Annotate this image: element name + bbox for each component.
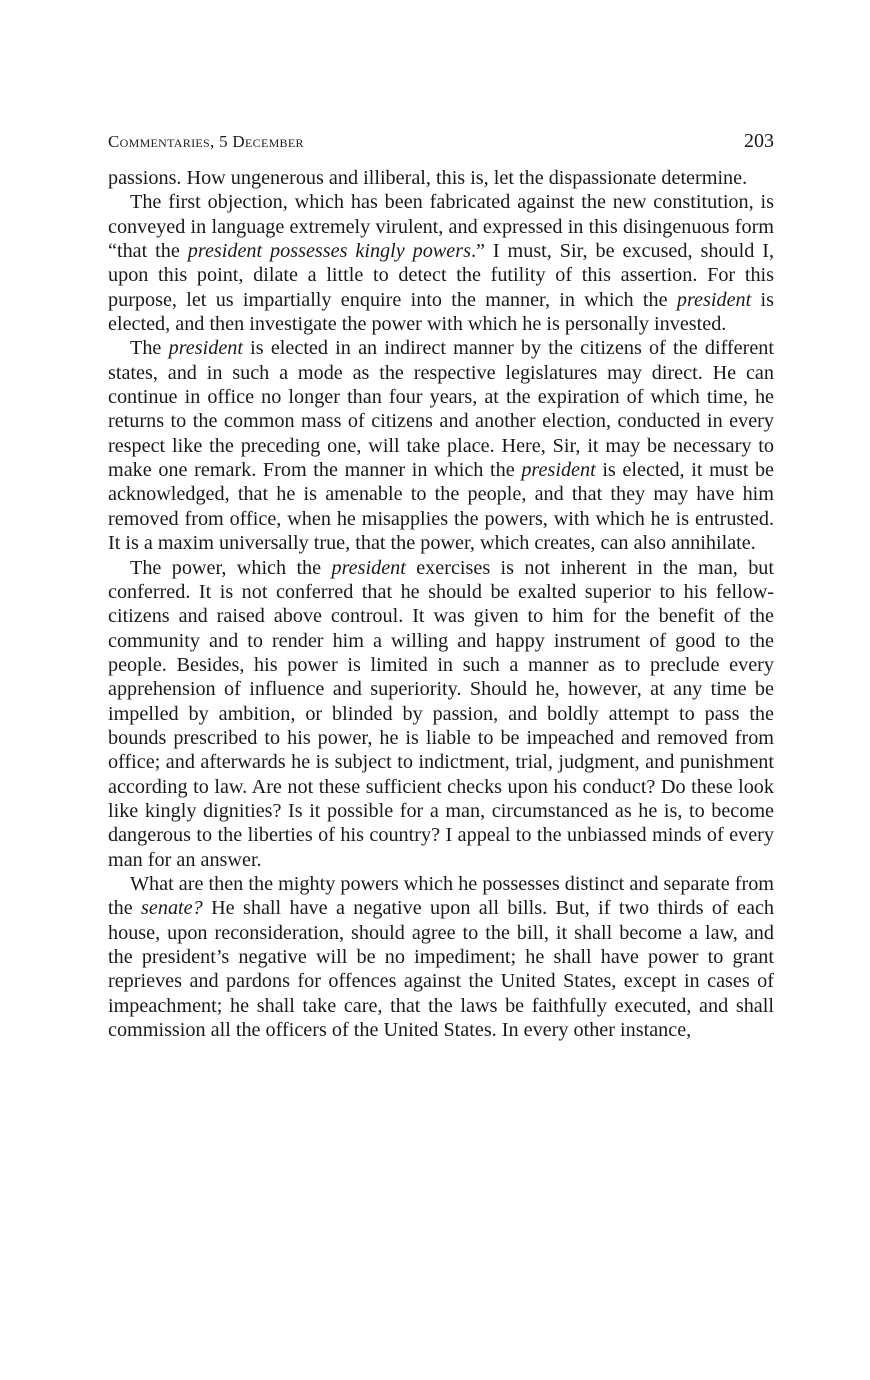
text-run: is elected, and then investigate the power with which he is personally invested. — [108, 288, 774, 336]
text-run: exercises is not inherent in the man, but conferred. It is not conferred that he should be exalted superior to his fellow-citizens and raised above controul. It was given to him for the benefit of the community and to render him a willing and happy instrument of good to the people. Besides, his power is limited in such a manner as to preclude every apprehension of influence and superiority. Should he, however, at any time be impelled by ambition, or blinded by passion, and boldly attempt to pass the bounds prescribed to his power, he is liable to be impeached and removed from office; and afterwards he is subject to indictment, trial, judgment, and punishment according to law. Are not these sufficient checks upon his conduct? Do these look like kingly dignities? Is it possible for a man, circumstanced as he is, to become dangerous to the liberties of his country? I appeal to the unbiassed minds of every man for an answer. — [108, 556, 774, 871]
running-title: Commentaries, 5 December — [108, 132, 304, 151]
paragraph — [108, 190, 774, 336]
text-run: is elected, it must be acknowledged, that he is amenable to the people, and that they may have him removed from office, when he misapplies the powers, with which he is entrusted. It is a maxim universally true, that the power, which creates, can also annihilate. — [108, 459, 775, 555]
italic-text: president — [331, 556, 406, 579]
italic-text: president possesses kingly powers — [187, 240, 471, 263]
italic-text: president — [168, 337, 243, 360]
text-run: The — [130, 337, 169, 360]
text-run: passions. How ungenerous and illiberal, this is, let the dispassionate determine. — [108, 167, 748, 189]
paragraph — [108, 166, 774, 190]
body-text — [108, 166, 774, 1042]
paragraph — [108, 556, 774, 872]
paragraph — [108, 336, 774, 555]
page-number: 203 — [744, 130, 774, 152]
text-run: The first objection, which has been fabricated against the new constitution, is conveyed in language extremely virulent, and expressed in this disingenuous form “that the — [108, 191, 774, 263]
italic-text: senate? — [141, 897, 203, 920]
text-run: is elected in an indirect manner by the citizens of the different states, and in such a mode as the respective legislatures may direct. He can continue in office no longer than four years, at the expiration of which time, he returns to the common mass of citizens and another election, conducted in every respect like the preceding one, will take place. Here, Sir, it may be necessary to make one remark. From the manner in which the — [108, 337, 774, 482]
text-run: The power, which the — [130, 556, 332, 579]
italic-text: president — [521, 459, 596, 482]
running-head — [108, 130, 774, 166]
italic-text: president — [676, 288, 752, 311]
text-run: .” I must, Sir, be excused, should I, upon this point, dilate a little to detect the futility of this assertion. For this purpose, let us impartially enquire into the manner, in which the — [108, 240, 774, 311]
text-run: What are then the mighty powers which he possesses distinct and separate from the — [108, 872, 774, 920]
book-page — [108, 130, 774, 1042]
paragraph — [108, 872, 774, 1042]
text-run: He shall have a negative upon all bills. But, if two thirds of each house, upon reconsideration, should agree to the bill, it shall become a law, and the president’s negative will be no impediment; he shall have power to grant reprieves and pardons for offences against the United States, except in cases of impeachment; he shall take care, that the laws be faithfully executed, and shall commission all the officers of the United States. In every other instance, — [108, 897, 775, 1042]
